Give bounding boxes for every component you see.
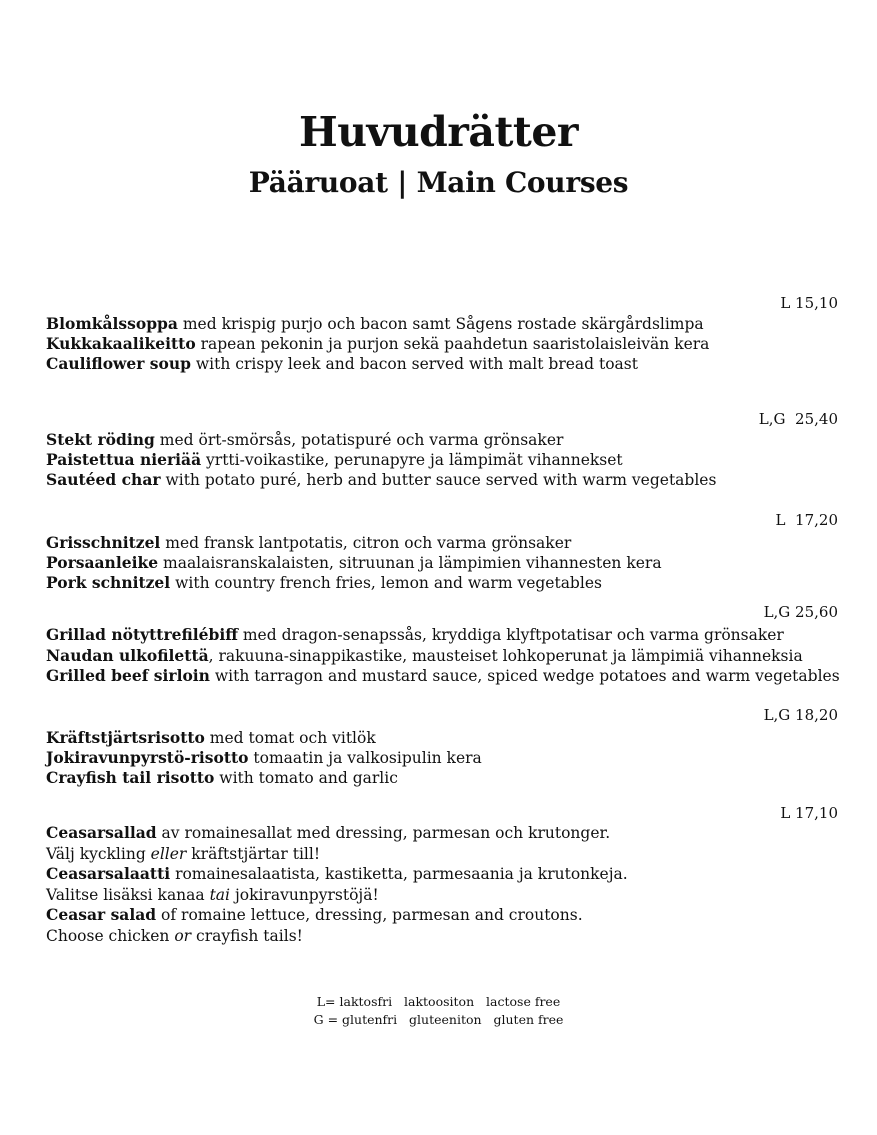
dish-price: L,G 25,40 — [758, 410, 838, 428]
dish-description: maalaisranskalaisten, sitruunan ja lämpimien vihannesten kera — [158, 554, 662, 572]
dish-name: Pork schnitzel — [46, 573, 171, 592]
choice-conjunction: eller — [150, 845, 187, 863]
dish-description: rapean pekonin ja purjon sekä paahdetun saaristolaisleivän kera — [195, 335, 710, 353]
dish-line-swedish — [46, 314, 704, 334]
page-subtitle: Pääruoat | Main Courses — [248, 166, 629, 199]
dish-line-finnish — [46, 646, 803, 666]
dish-description: med ört-smörsås, potatispuré och varma grönsaker — [154, 431, 564, 449]
choice-conjunction: tai — [209, 886, 231, 904]
dish-name: Ceasarsallad — [46, 823, 157, 842]
page-title: Huvudrätter — [298, 108, 579, 156]
dish-price: L,G 18,20 — [763, 706, 838, 724]
dish-description: med dragon-senapssås, kryddiga klyftpotatisar och varma grönsaker — [237, 626, 784, 644]
dish-choice-finnish — [46, 885, 379, 905]
dish-name: Blomkålssoppa — [46, 314, 178, 333]
dish-name: Kukkakaalikeitto — [46, 334, 196, 353]
dish-price: L 15,10 — [780, 294, 838, 312]
dish-choice-swedish — [46, 844, 320, 864]
choice-text: jokiravunpyrstöjä! — [230, 886, 379, 904]
dish-line-finnish — [46, 450, 623, 470]
dish-name: Grillad nötyttrefilébiff — [46, 625, 238, 644]
dish-description: romainesalaatista, kastiketta, parmesaania ja krutonkeja. — [170, 865, 628, 883]
dish-name: Stekt röding — [46, 430, 155, 449]
dish-line-english — [46, 573, 602, 593]
dish-line-english — [46, 666, 840, 686]
dish-line-swedish — [46, 728, 376, 748]
dish-description: with tarragon and mustard sauce, spiced wedge potatoes and warm vegetables — [209, 667, 840, 685]
dish-choice-english — [46, 926, 303, 946]
dish-line-finnish — [46, 553, 662, 573]
dish-description: med fransk lantpotatis, citron och varma grönsaker — [160, 534, 572, 552]
dish-name: Cauliflower soup — [46, 354, 191, 373]
choice-text: crayfish tails! — [191, 927, 303, 945]
dish-name: Kräftstjärtsrisotto — [46, 728, 205, 747]
dish-description: with crispy leek and bacon served with malt bread toast — [190, 355, 638, 373]
dish-line-swedish — [46, 533, 571, 553]
dish-description: with country french fries, lemon and warm vegetables — [170, 574, 602, 592]
dish-description: yrtti-voikastike, perunapyre ja lämpimät vihannekset — [201, 451, 623, 469]
dish-description: with tomato and garlic — [214, 769, 398, 787]
dish-line-finnish — [46, 334, 709, 354]
dish-description: tomaatin ja valkosipulin kera — [248, 749, 482, 767]
dish-line-finnish — [46, 864, 628, 884]
dish-price: L 17,10 — [780, 804, 838, 822]
dish-name: Grilled beef sirloin — [46, 666, 210, 685]
dish-line-finnish — [46, 748, 482, 768]
dish-line-english — [46, 768, 398, 788]
dish-line-swedish — [46, 430, 563, 450]
dish-name: Grisschnitzel — [46, 533, 161, 552]
dish-name: Sautéed char — [46, 470, 161, 489]
dish-line-swedish — [46, 625, 784, 645]
dish-name: Naudan ulkofilettä — [46, 646, 209, 665]
dish-description: of romaine lettuce, dressing, parmesan and croutons. — [156, 906, 583, 924]
dish-name: Ceasar salad — [46, 905, 157, 924]
choice-text: Välj kyckling — [46, 845, 151, 863]
dish-name: Crayfish tail risotto — [46, 768, 215, 787]
choice-conjunction: or — [174, 927, 192, 945]
dish-description: med krispig purjo och bacon samt Sågens rostade skärgårdslimpa — [177, 315, 704, 333]
dish-description: av romainesallat med dressing, parmesan och krutonger. — [156, 824, 611, 842]
dish-line-english — [46, 470, 716, 490]
dish-name: Jokiravunpyrstö-risotto — [46, 748, 249, 767]
dish-description: with potato puré, herb and butter sauce served with warm vegetables — [160, 471, 717, 489]
dish-line-english — [46, 905, 583, 925]
dish-line-english — [46, 354, 638, 374]
legend-gluten-free: G = glutenfri gluteeniton gluten free — [313, 1012, 564, 1027]
dish-description: , rakuuna-sinappikastike, mausteiset lohkoperunat ja lämpimiä vihanneksia — [208, 647, 803, 665]
dish-price: L 17,20 — [775, 511, 838, 529]
dish-name: Porsaanleike — [46, 553, 159, 572]
dish-price: L,G 25,60 — [763, 603, 838, 621]
choice-text: Valitse lisäksi kanaa — [46, 886, 210, 904]
choice-text: kräftstjärtar till! — [186, 845, 321, 863]
dish-name: Paistettua nieriää — [46, 450, 202, 469]
dish-line-swedish — [46, 823, 610, 843]
dish-name: Ceasarsalaatti — [46, 864, 171, 883]
choice-text: Choose chicken — [46, 927, 175, 945]
dish-description: med tomat och vitlök — [204, 729, 376, 747]
legend-lactose-free: L= laktosfri laktoositon lactose free — [316, 994, 561, 1009]
